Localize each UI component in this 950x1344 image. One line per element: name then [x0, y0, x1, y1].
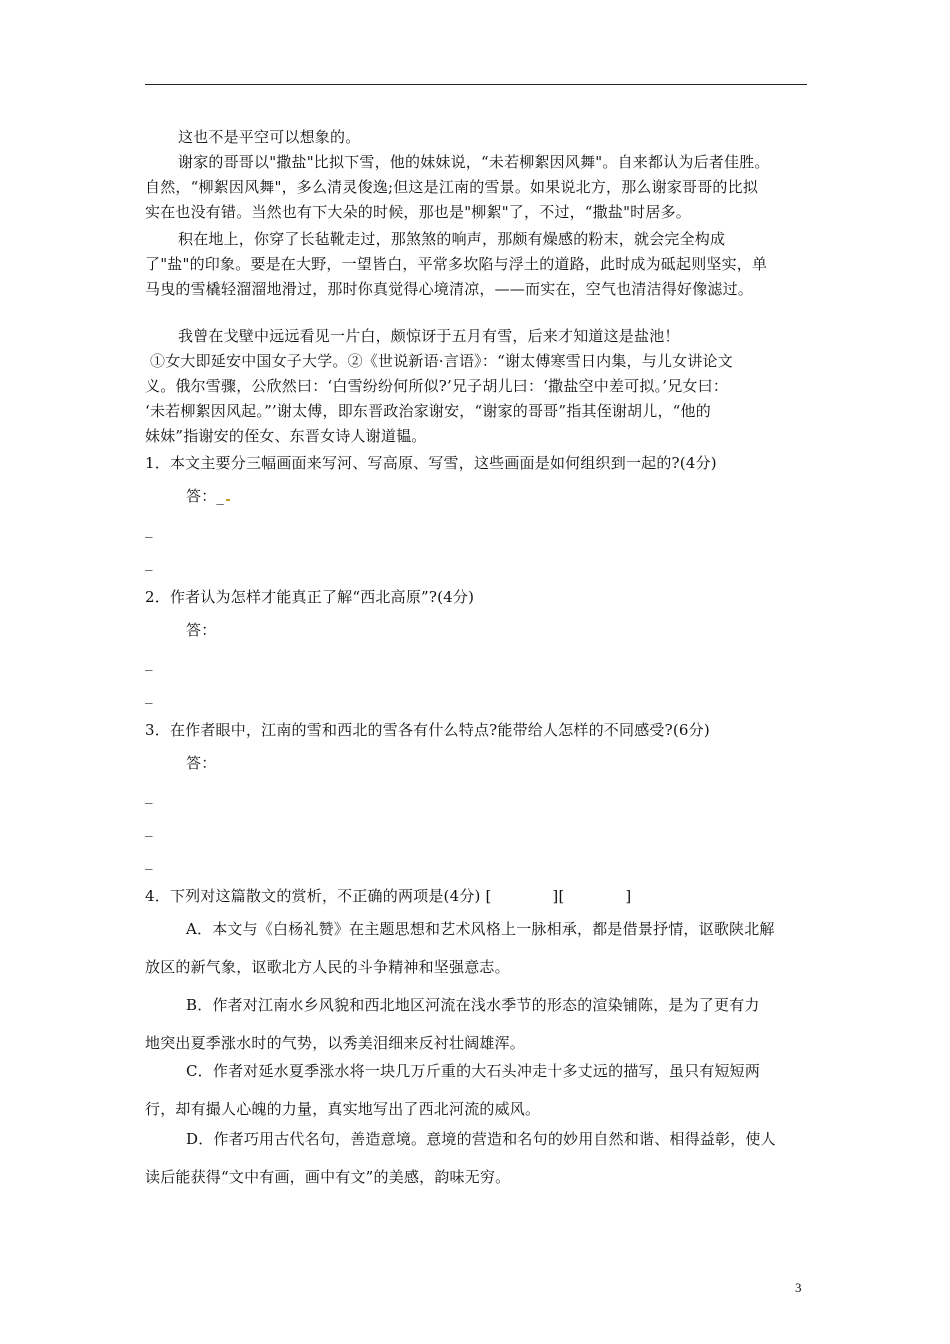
question-4: 4．下列对这篇散文的赏析，不正确的两项是(4分) [ ][ ]: [145, 887, 632, 905]
answer-blank-line[interactable]: _: [145, 819, 153, 837]
text-cursor: [226, 499, 230, 501]
answer-label-2: 答：: [186, 621, 217, 639]
paragraph-line: 实在也没有错。当然也有下大朵的时候，那也是"柳絮"了，不过，“撒盐"时居多。: [145, 203, 691, 221]
footnote-line: 义。俄尔雪骤，公欣然曰：‘白雪纷纷何所似?’兄子胡儿曰：‘撒盐空中差可拟。’兄女曰：: [145, 377, 729, 395]
header-rule: [145, 84, 807, 85]
footnote-line: ‘未若柳絮因风起。”’谢太傅，即东晋政治家谢安，“谢家的哥哥”指其侄谢胡儿，“他的: [145, 402, 711, 420]
paragraph-line: 谢家的哥哥以"撒盐"比拟下雪，他的妹妹说，“未若柳絮因风舞"。自来都认为后者佳胜。: [178, 153, 770, 171]
footnote-line: ①女大即延安中国女子大学。②《世说新语·言语》：“谢太傅寒雪日内集，与儿女讲论文: [150, 352, 733, 370]
option-c-line1: C．作者对延水夏季涨水将一块几万斤重的大石头冲走十多丈远的描写，虽只有短短两: [186, 1062, 761, 1080]
answer-blank-line[interactable]: _: [145, 686, 153, 704]
answer-blank-line[interactable]: _: [145, 786, 153, 804]
answer-blank-line[interactable]: _: [145, 520, 153, 538]
option-a-line2: 放区的新气象，讴歌北方人民的斗争精神和坚强意志。: [145, 958, 510, 976]
paragraph-line: 积在地上，你穿了长毡靴走过，那煞煞的响声，那颇有燥感的粉末，就会完全构成: [178, 230, 726, 248]
paragraph-line: 这也不是平空可以想象的。: [178, 128, 361, 146]
answer-blank-line[interactable]: _: [145, 653, 153, 671]
paragraph-line: 了"盐"的印象。要是在大野，一望皆白，平常多坎陷与浮土的道路，此时成为砥起则坚实，单: [145, 255, 768, 273]
footnote-line: 妹妹”指谢安的侄女、东晋女诗人谢道韫。: [145, 427, 427, 445]
option-d-line1: D．作者巧用古代名句，善造意境。意境的营造和名句的妙用自然和谐、相得益彰，使人: [186, 1130, 776, 1148]
paragraph-line: 我曾在戈壁中远远看见一片白，颇惊讶于五月有雪，后来才知道这是盐池！: [178, 327, 680, 345]
answer-blank-line[interactable]: _: [145, 852, 153, 870]
question-1: 1．本文主要分三幅画面来写河、写高原、写雪，这些画面是如何组织到一起的?(4分): [145, 454, 717, 472]
answer-label-1: 答：_: [186, 485, 230, 507]
option-b-line1: B．作者对江南水乡风貌和西北地区河流在浅水季节的形态的渲染铺陈，是为了更有力: [186, 996, 760, 1014]
option-d-line2: 读后能获得“文中有画，画中有文”的美感，韵味无穷。: [145, 1168, 511, 1186]
option-a-line1: A．本文与《白杨礼赞》在主题思想和艺术风格上一脉相承，都是借景抒情，讴歌陕北解: [186, 920, 775, 938]
option-b-line2: 地突出夏季涨水时的气势，以秀美泪细来反衬壮阔雄浑。: [145, 1034, 526, 1052]
question-2: 2．作者认为怎样才能真正了解“西北高原”?(4分): [145, 588, 475, 606]
page-number: 3: [795, 1280, 802, 1295]
question-3: 3．在作者眼中，江南的雪和西北的雪各有什么特点?能带给人怎样的不同感受?(6分): [145, 721, 710, 739]
paragraph-line: 自然，“柳絮因风舞"，多么清灵俊逸;但这是江南的雪景。如果说北方，那么谢家哥哥的比拟: [145, 178, 759, 196]
answer-label-3: 答：: [186, 754, 217, 772]
option-c-line2: 行，却有撮人心魄的力量，真实地写出了西北河流的威风。: [145, 1100, 541, 1118]
answer-blank-line[interactable]: _: [145, 553, 153, 571]
paragraph-line: 马曳的雪橇轻溜溜地滑过，那时你真觉得心境清凉，——而实在，空气也清洁得好像滤过。: [145, 280, 754, 298]
